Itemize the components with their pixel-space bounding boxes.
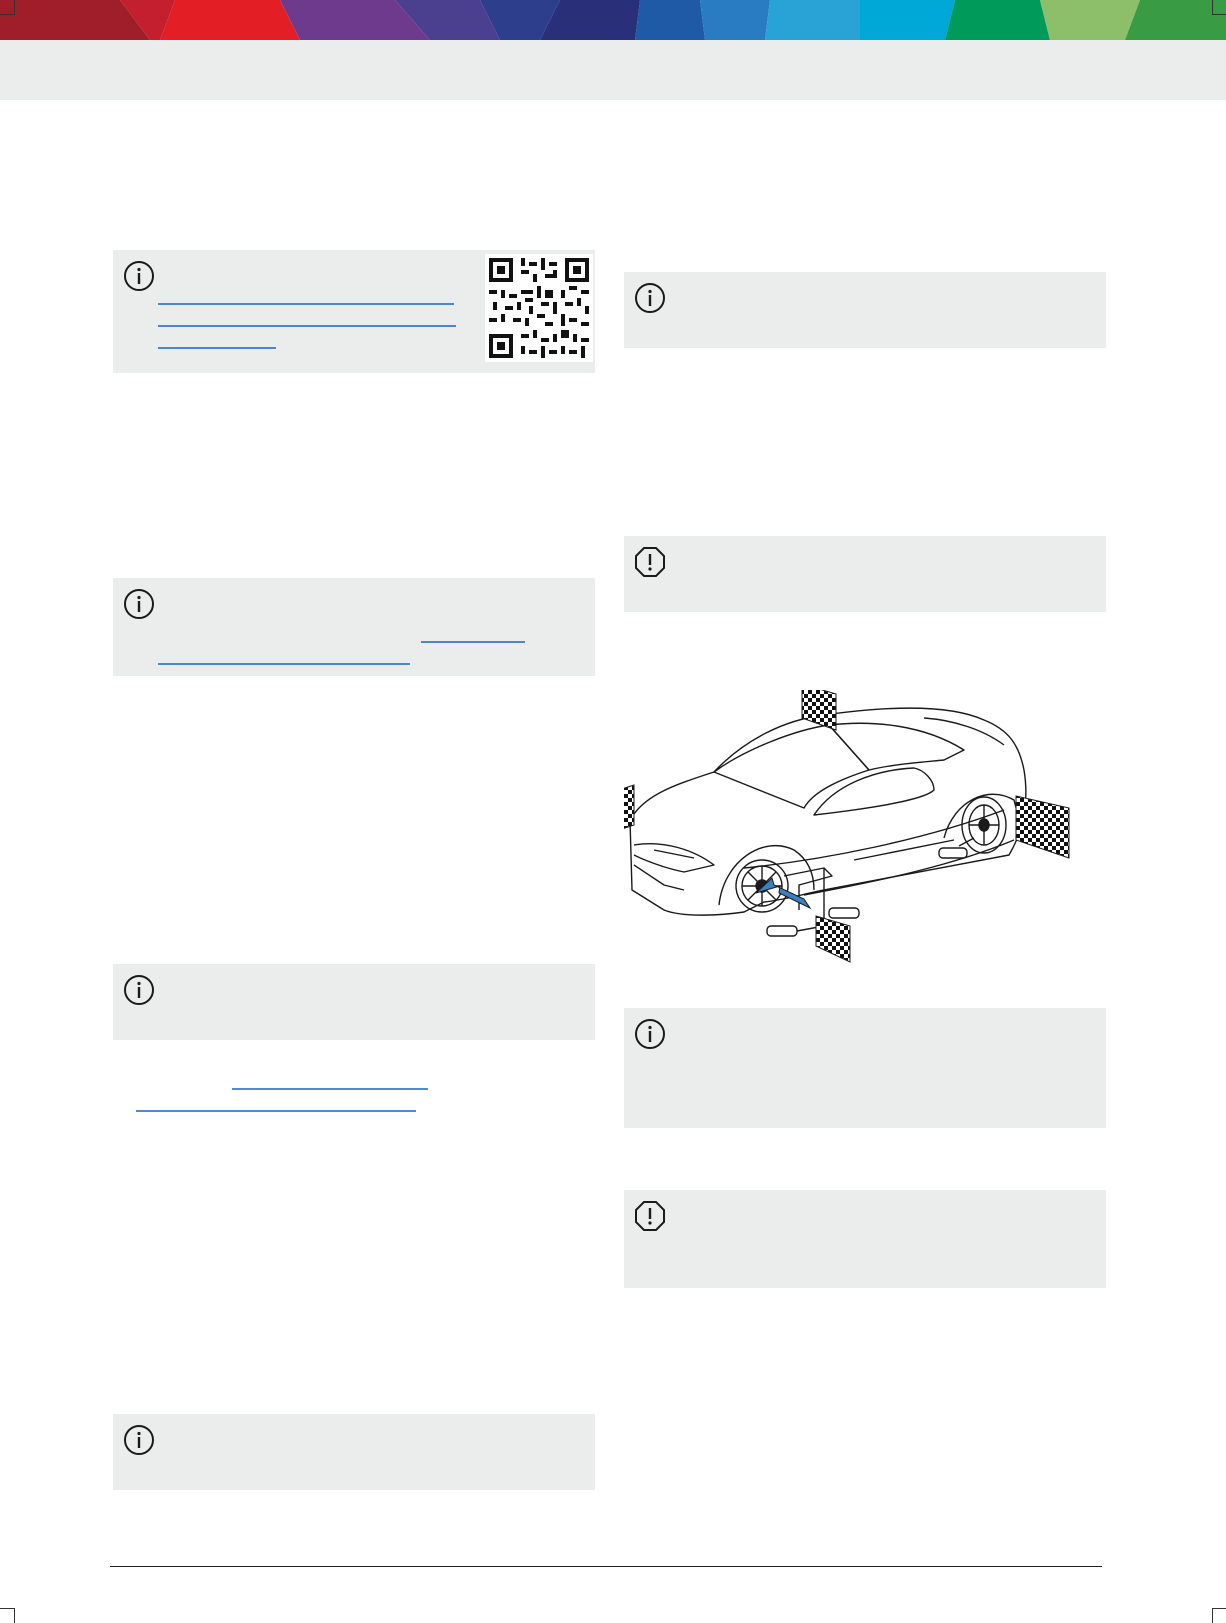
info-note [624, 272, 1106, 348]
warning-icon [634, 546, 666, 578]
info-icon [123, 588, 155, 620]
car-with-wheel-targets-figure [624, 690, 1074, 1002]
info-note-link [113, 578, 595, 676]
info-note [624, 1008, 1106, 1128]
header-strip [0, 40, 1226, 100]
qr-code[interactable] [485, 254, 593, 362]
paragraph-link[interactable] [136, 1082, 432, 1114]
warning-note [624, 536, 1106, 612]
info-icon [634, 282, 666, 314]
info-icon [634, 1018, 666, 1050]
info-icon [123, 260, 155, 292]
crop-mark-top-left [0, 0, 15, 15]
warning-note [624, 1190, 1106, 1288]
header-color-band [0, 0, 1226, 40]
info-icon [123, 1424, 155, 1456]
crop-mark-bottom-right [1212, 1608, 1226, 1623]
document-link[interactable] [158, 630, 528, 670]
info-icon [123, 974, 155, 1006]
document-link[interactable] [158, 292, 458, 352]
info-note [113, 1414, 595, 1490]
info-note [113, 964, 595, 1040]
crop-mark-bottom-left [0, 1608, 15, 1623]
footer-rule [110, 1566, 1102, 1567]
info-note-qr [113, 250, 595, 373]
warning-icon [634, 1200, 666, 1232]
crop-mark-top-right [1212, 0, 1226, 15]
